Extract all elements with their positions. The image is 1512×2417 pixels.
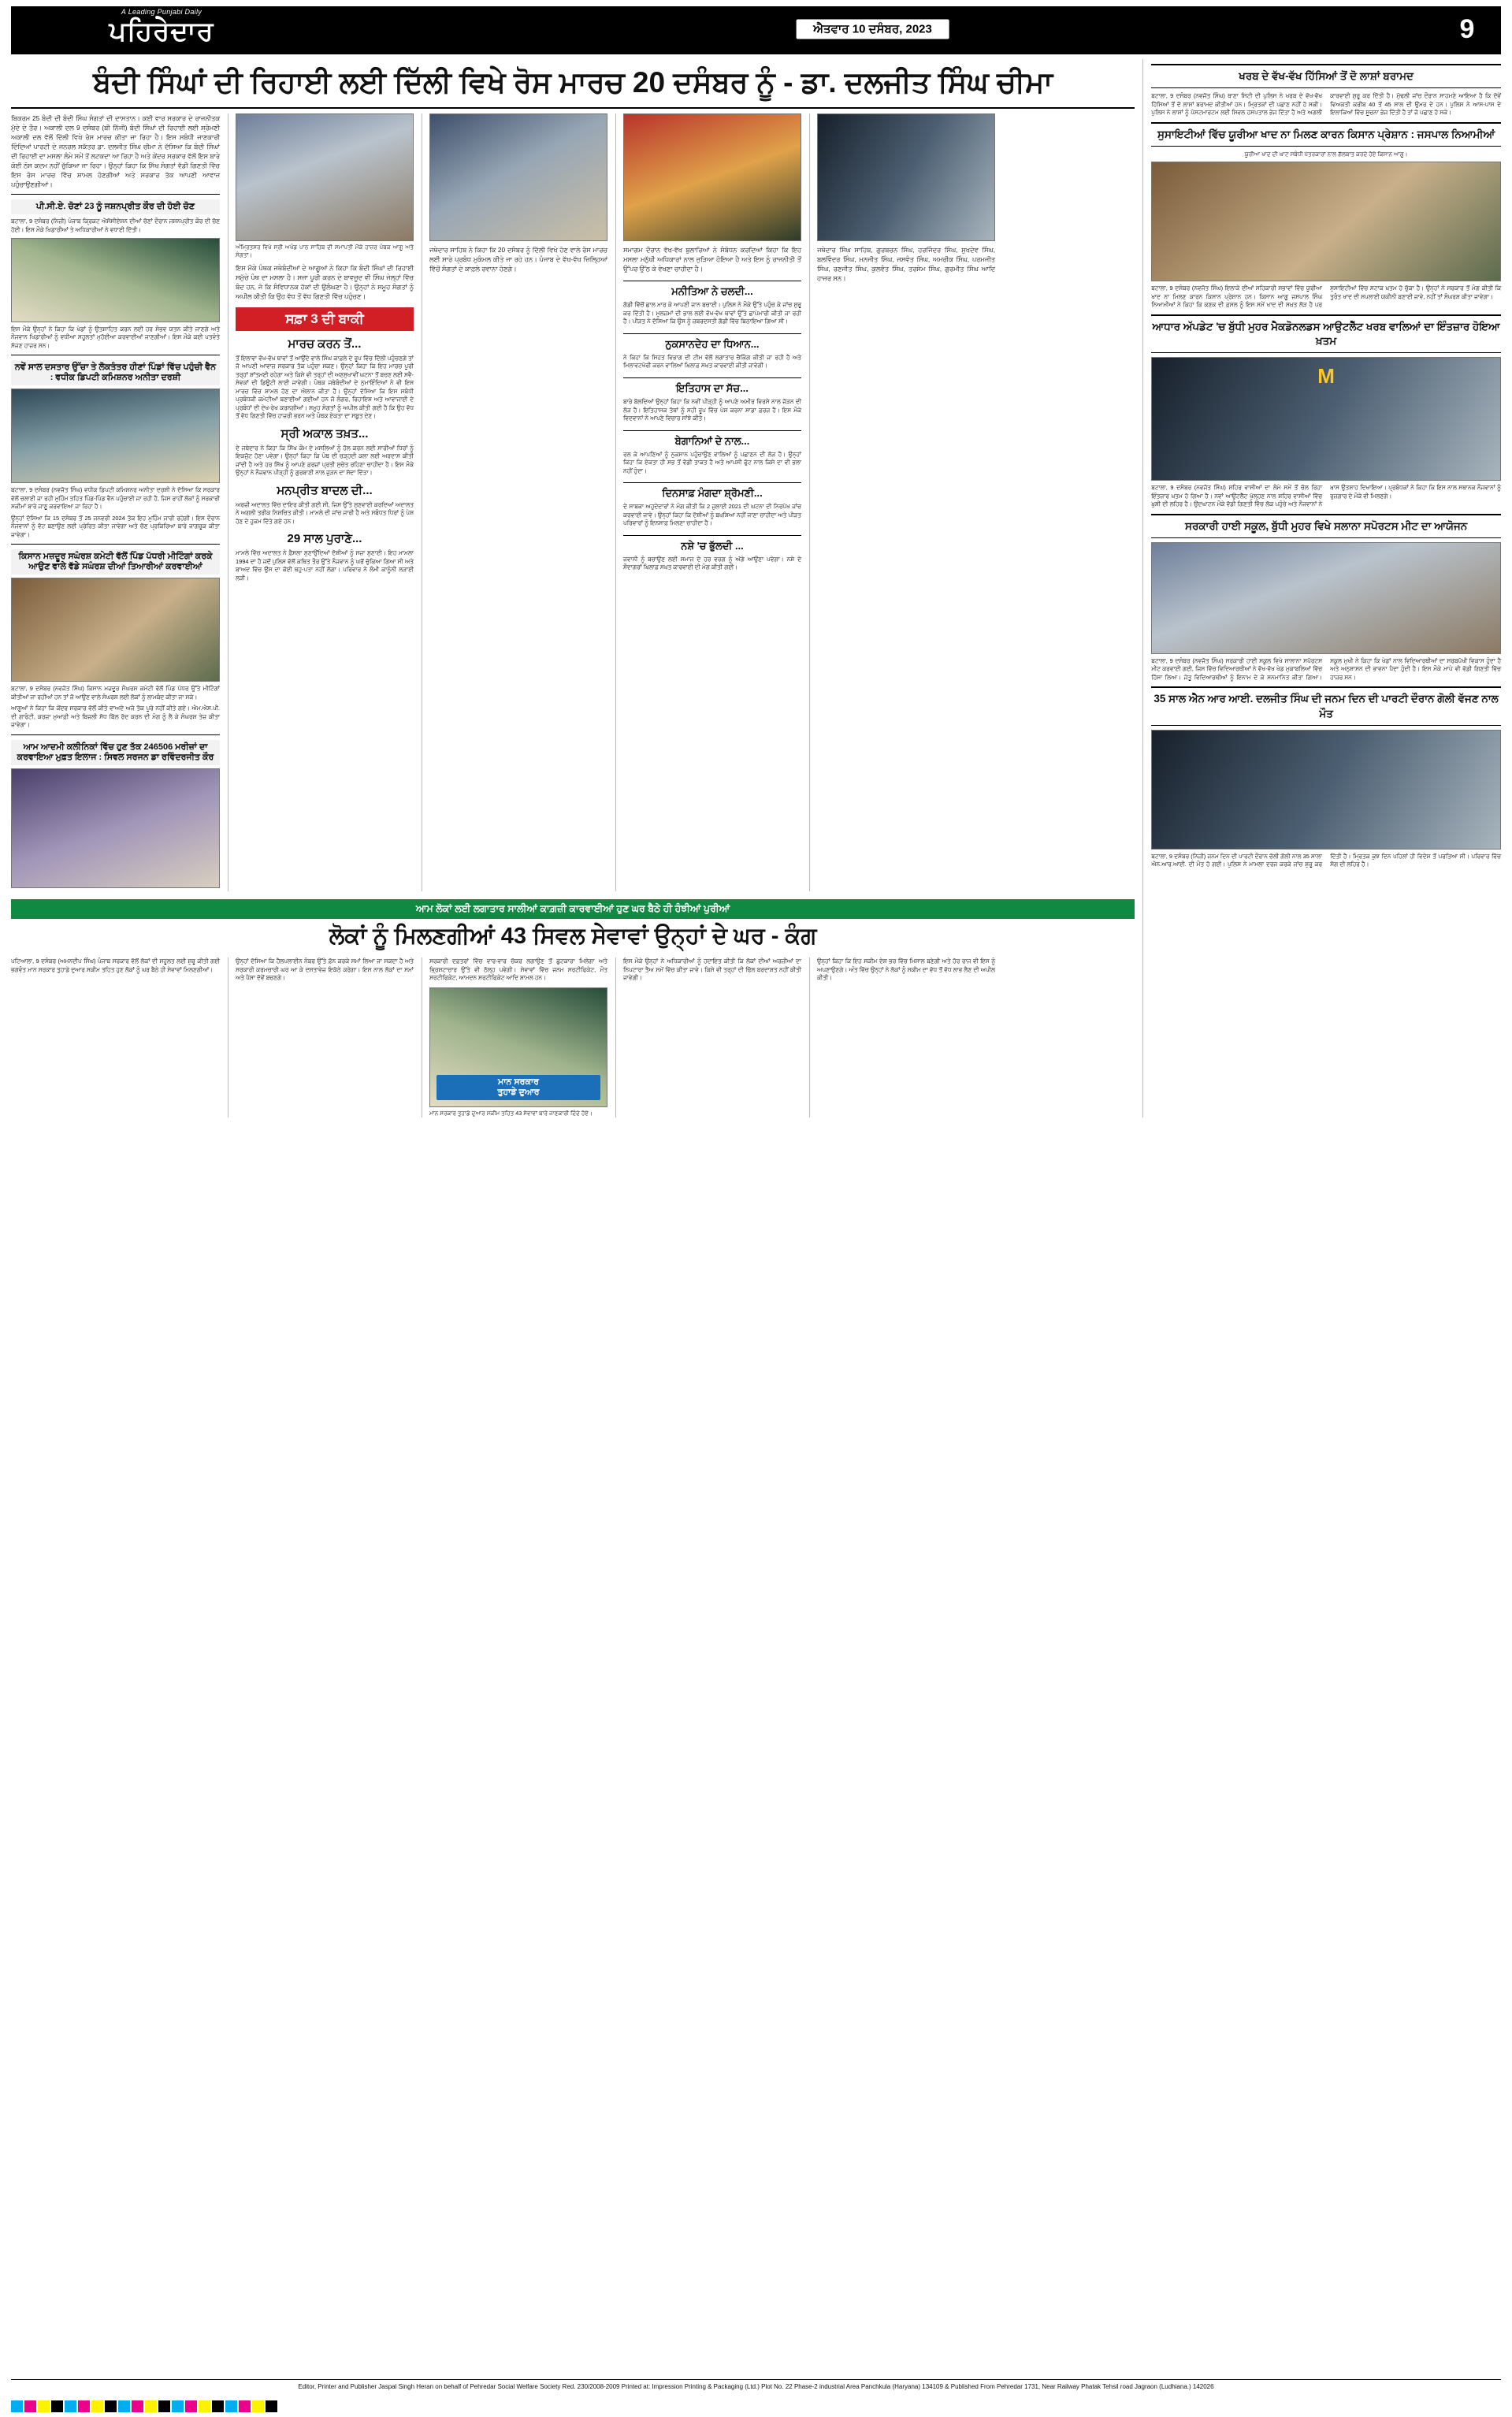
- bottom-text-1: ਪਟਿਆਲਾ, 9 ਦਸੰਬਰ (ਅਮਨਦੀਪ ਸਿੰਘ) ਪੰਜਾਬ ਸਰਕਾਰ ਵੱਲੋਂ ਲੋਕਾਂ ਦੀ ਸਹੂਲਤ ਲਈ ਸ਼ੁਰੂ ਕੀਤੀ ਗਈ ਭਗਵੰਤ ਮਾਨ ਸਰਕਾਰ ਤੁਹਾਡੇ ਦੁਆਰ ਸਕੀਮ ਤਹਿਤ ਹੁਣ ਲੋਕਾਂ ਨੂੰ ਘਰ ਬੈਠੇ ਹੀ ਸੇਵਾਵਾਂ ਮਿਲਣਗੀਆਂ।: [11, 958, 220, 973]
- footer-imprint: Editor, Printer and Publisher Jaspal Singh Heran on behalf of Pehredar Social Welfare Society Red. 230/2008-2009 Printed at: Impression Printing & Packaging (Ltd.) Plot No. 22 Phase-2 industrial Area Panchkula (Haryana) 134109 & Published From Pehredar 1731, Near Railway Phatak Tehsil road Jagraon (Ludhiana.) 142026: [11, 2379, 1501, 2390]
- subhead-insaf: ਦਿਨਸਾਫ਼ ਮੰਗਦਾ ਸ਼੍ਰੋਮਣੀ...: [623, 482, 801, 500]
- subhead-begane: ਬੇਗਾਨਿਆਂ ਦੇ ਨਾਲ...: [623, 430, 801, 448]
- column-5: [809, 113, 995, 891]
- van-text-1: ਬਟਾਲਾ, 9 ਦਸੰਬਰ (ਨਵਜੋਤ ਸਿੰਘ) ਵਧੀਕ ਡਿਪਟੀ ਕਮਿਸ਼ਨਰ ਅਨੀਤਾ ਦਰਸ਼ੀ ਨੇ ਦੱਸਿਆ ਕਿ ਸਰਕਾਰ ਵੱਲੋਂ ਚਲਾਈ ਜਾ ਰਹੀ ਮੁਹਿੰਮ ਤਹਿਤ ਪਿੰਡ-ਪਿੰਡ ਵੈਨ ਪਹੁੰਚਾਈ ਜਾ ਰਹੀ ਹੈ, ਜਿਸ ਰਾਹੀਂ ਲੋਕਾਂ ਨੂੰ ਸਰਕਾਰੀ ਸਕੀਮਾਂ ਬਾਰੇ ਜਾਣੂ ਕਰਵਾਇਆ ਜਾ ਰਿਹਾ ਹੈ।: [11, 486, 220, 511]
- subhead-history: ਇਤਿਹਾਸ ਦਾ ਸੱਚ...: [623, 377, 801, 395]
- text-29-years: ਮਾਮਲੇ ਵਿੱਚ ਅਦਾਲਤ ਨੇ ਫ਼ੈਸਲਾ ਸੁਣਾਉਂਦਿਆਂ ਦੋਸ਼ੀਆਂ ਨੂੰ ਸਜ਼ਾ ਸੁਣਾਈ। ਇਹ ਮਾਮਲਾ 1994 ਦਾ ਹੈ ਜਦੋਂ ਪੁਲਿਸ ਵੱਲੋਂ ਕਥਿਤ ਤੌਰ ਉੱਤੇ ਨੌਜਵਾਨ ਨੂੰ ਘਰੋਂ ਚੁੱਕਿਆ ਗਿਆ ਸੀ ਅਤੇ ਬਾਅਦ ਵਿੱਚ ਉਸ ਦਾ ਕੋਈ ਥਹੁ-ਪਤਾ ਨਹੀਂ ਲੱਗਾ। ਪਰਿਵਾਰ ਨੇ ਲੰਮੀ ਕਾਨੂੰਨੀ ਲੜਾਈ ਲੜੀ।: [236, 549, 414, 582]
- right-text-1: ਬਟਾਲਾ, 9 ਦਸੰਬਰ (ਨਵਜੋਤ ਸਿੰਘ) ਥਾਣਾ ਸਿਟੀ ਦੀ ਪੁਲਿਸ ਨੇ ਖਰਬ ਦੇ ਵੱਖ-ਵੱਖ ਹਿੱਸਿਆਂ ਤੋਂ ਦੋ ਲਾਸ਼ਾਂ ਬਰਾਮਦ ਕੀਤੀਆਂ ਹਨ। ਮ੍ਰਿਤਕਾਂ ਦੀ ਪਛਾਣ ਨਹੀਂ ਹੋ ਸਕੀ। ਪੁਲਿਸ ਨੇ ਲਾਸ਼ਾਂ ਨੂੰ ਪੋਸਟਮਾਰਟਮ ਲਈ ਸਿਵਲ ਹਸਪਤਾਲ ਭੇਜ ਦਿੱਤਾ ਹੈ ਅਤੇ ਅਗਲੀ ਕਾਰਵਾਈ ਸ਼ੁਰੂ ਕਰ ਦਿੱਤੀ ਹੈ। ਮੁੱਢਲੀ ਜਾਂਚ ਦੌਰਾਨ ਸਾਹਮਣੇ ਆਇਆ ਹੈ ਕਿ ਦੋਵੇਂ ਵਿਅਕਤੀ ਕਰੀਬ 40 ਤੋਂ 45 ਸਾਲ ਦੀ ਉਮਰ ਦੇ ਹਨ। ਪੁਲਿਸ ਨੇ ਆਸ-ਪਾਸ ਦੇ ਇਲਾਕਿਆਂ ਵਿੱਚ ਸੂਚਨਾ ਭੇਜ ਦਿੱਤੀ ਹੈ ਤਾਂ ਜੋ ਪਛਾਣ ਹੋ ਸਕੇ।: [1151, 92, 1501, 117]
- photo-van: [11, 389, 220, 483]
- lead-col2-text: ਇਸ ਮੌਕੇ ਪੰਥਕ ਜਥੇਬੰਦੀਆਂ ਦੇ ਆਗੂਆਂ ਨੇ ਕਿਹਾ ਕਿ ਬੰਦੀ ਸਿੰਘਾਂ ਦੀ ਰਿਹਾਈ ਸਮੁੱਚੇ ਪੰਥ ਦਾ ਮਸਲਾ ਹੈ। ਸਜ਼ਾ ਪੂਰੀ ਕਰਨ ਦੇ ਬਾਵਜੂਦ ਵੀ ਸਿੰਘ ਜੇਲ੍ਹਾਂ ਵਿੱਚ ਬੰਦ ਹਨ, ਜੋ ਕਿ ਸੰਵਿਧਾਨਕ ਹੱਕਾਂ ਦੀ ਉਲੰਘਣਾ ਹੈ। ਉਨ੍ਹਾਂ ਨੇ ਸਮੂਹ ਸੰਗਤਾਂ ਨੂੰ ਅਪੀਲ ਕੀਤੀ ਕਿ ਉਹ ਵੱਧ ਤੋਂ ਵੱਧ ਗਿਣਤੀ ਵਿੱਚ ਪਹੁੰਚਣ।: [236, 263, 414, 300]
- bottom-text-3: ਸਰਕਾਰੀ ਦਫ਼ਤਰਾਂ ਵਿੱਚ ਵਾਰ-ਵਾਰ ਚੱਕਰ ਲਗਾਉਣ ਤੋਂ ਛੁਟਕਾਰਾ ਮਿਲੇਗਾ ਅਤੇ ਭ੍ਰਿਸ਼ਟਾਚਾਰ ਉੱਤੇ ਵੀ ਠੱਲ੍ਹ ਪਵੇਗੀ। ਸੇਵਾਵਾਂ ਵਿੱਚ ਜਨਮ ਸਰਟੀਫਿਕੇਟ, ਮੌਤ ਸਰਟੀਫਿਕੇਟ, ਆਮਦਨ ਸਰਟੀਫਿਕੇਟ ਆਦਿ ਸ਼ਾਮਲ ਹਨ।: [429, 958, 607, 982]
- bottom-columns: [11, 958, 1135, 1117]
- bottom-col-1: [11, 958, 220, 1117]
- photo-scheme: [429, 987, 607, 1107]
- kisan-headline: ਕਿਸਾਨ ਮਜ਼ਦੂਰ ਸਘੰਰਸ਼ ਕਮੇਟੀ ਵੱਲੋਂ ਪਿੰਡ ਪੱਧਰੀ ਮੀਟਿੰਗਾਂ ਕਰਕੇ ਆਉਣ ਵਾਲੇ ਵੱਡੇ ਸਘੰਰਸ਼ ਦੀਆਂ ਤਿਆਰੀਆਂ ਕਰਵਾਈਆਂ: [11, 549, 220, 575]
- bottom-text-5: ਉਨ੍ਹਾਂ ਕਿਹਾ ਕਿ ਇਹ ਸਕੀਮ ਦੇਸ਼ ਭਰ ਵਿੱਚ ਮਿਸਾਲ ਬਣੇਗੀ ਅਤੇ ਹੋਰ ਰਾਜ ਵੀ ਇਸ ਨੂੰ ਅਪਣਾਉਣਗੇ। ਅੰਤ ਵਿੱਚ ਉਨ੍ਹਾਂ ਨੇ ਲੋਕਾਂ ਨੂੰ ਸਕੀਮ ਦਾ ਵੱਧ ਤੋਂ ਵੱਧ ਲਾਭ ਲੈਣ ਦੀ ਅਪੀਲ ਕੀਤੀ।: [817, 958, 995, 982]
- continued-bar: ਸਫ਼ਾ 3 ਦੀ ਬਾਕੀ: [236, 307, 414, 331]
- column-1: [11, 113, 220, 891]
- main-left-area: [11, 59, 1135, 1117]
- pca-headline: ਪੀ.ਸੀ.ਏ. ਚੋਣਾਂ 23 ਨੂੰ ਜਸ਼ਨਪ੍ਰੀਤ ਕੌਰ ਦੀ ਹੋਈ ਚੋਣ: [11, 199, 220, 214]
- subhead-maniti: ਮਨੀਤਿਆ ਨੇ ਚਲਦੀ...: [623, 281, 801, 298]
- kisan-text-1: ਬਟਾਲਾ, 9 ਦਸੰਬਰ (ਨਵਜੋਤ ਸਿੰਘ) ਕਿਸਾਨ ਮਜ਼ਦੂਰ ਸੰਘਰਸ਼ ਕਮੇਟੀ ਵੱਲੋਂ ਪਿੰਡ ਪੱਧਰ ਉੱਤੇ ਮੀਟਿੰਗਾਂ ਕੀਤੀਆਂ ਜਾ ਰਹੀਆਂ ਹਨ ਤਾਂ ਜੋ ਆਉਣ ਵਾਲੇ ਸੰਘਰਸ਼ ਲਈ ਲੋਕਾਂ ਨੂੰ ਲਾਮਬੰਦ ਕੀਤਾ ਜਾ ਸਕੇ।: [11, 685, 220, 701]
- newspaper-page: [0, 6, 1512, 2417]
- right-caption-2: ਯੂਰੀਆ ਖਾਦ ਦੀ ਘਾਟ ਸਬੰਧੀ ਪੱਤਰਕਾਰਾਂ ਨਾਲ ਗੱਲਬਾਤ ਕਰਦੇ ਹੋਏ ਕਿਸਾਨ ਆਗੂ।: [1244, 150, 1408, 158]
- photo-urea: [1151, 162, 1501, 281]
- bottom-col-3: [422, 958, 607, 1117]
- lead-col4-text: ਸਮਾਗਮ ਦੌਰਾਨ ਵੱਖ-ਵੱਖ ਬੁਲਾਰਿਆਂ ਨੇ ਸੰਬੋਧਨ ਕਰਦਿਆਂ ਕਿਹਾ ਕਿ ਇਹ ਮਸਲਾ ਮਨੁੱਖੀ ਅਧਿਕਾਰਾਂ ਨਾਲ ਜੁੜਿਆ ਹੋਇਆ ਹੈ ਅਤੇ ਇਸ ਨੂੰ ਰਾਜਨੀਤੀ ਤੋਂ ਉੱਪਰ ਉੱਠ ਕੇ ਵੇਖਣਾ ਚਾਹੀਦਾ ਹੈ।: [623, 246, 801, 273]
- bottom-text-4: ਇਸ ਮੌਕੇ ਉਨ੍ਹਾਂ ਨੇ ਅਧਿਕਾਰੀਆਂ ਨੂੰ ਹਦਾਇਤ ਕੀਤੀ ਕਿ ਲੋਕਾਂ ਦੀਆਂ ਅਰਜ਼ੀਆਂ ਦਾ ਨਿਪਟਾਰਾ ਤੈਅ ਸਮੇਂ ਵਿੱਚ ਕੀਤਾ ਜਾਵੇ। ਕਿਸੇ ਵੀ ਤਰ੍ਹਾਂ ਦੀ ਢਿੱਲ ਬਰਦਾਸ਼ਤ ਨਹੀਂ ਕੀਤੀ ਜਾਵੇਗੀ।: [623, 958, 801, 982]
- photo-nri: [1151, 730, 1501, 850]
- lead-col5-text: ਜਥੇਦਾਰ ਸਿੰਘ ਸਾਹਿਬ, ਗੁਰਬਚਨ ਸਿੰਘ, ਹਰਜਿੰਦਰ ਸਿੰਘ, ਸੁਖਦੇਵ ਸਿੰਘ, ਬਲਵਿੰਦਰ ਸਿੰਘ, ਮਨਜੀਤ ਸਿੰਘ, ਜਸਵੰਤ ਸਿੰਘ, ਅਮਰੀਕ ਸਿੰਘ, ਪਰਮਜੀਤ ਸਿੰਘ, ਰਣਜੀਤ ਸਿੰਘ, ਕੁਲਵੰਤ ਸਿੰਘ, ਤਰਸੇਮ ਸਿੰਘ, ਗੁਰਮੀਤ ਸਿੰਘ ਆਦਿ ਹਾਜ਼ਰ ਸਨ।: [817, 246, 995, 283]
- green-strip: ਆਮ ਲੋਕਾਂ ਲਈ ਲਗਾਤਾਰ ਸਾਲੀਆਂ ਕਾਗ਼ਜ਼ੀ ਕਾਰਵਾਈਆਂ ਹੁਣ ਘਰ ਬੈਠੇ ਹੀ ਹੰਝੀਆਂ ਪੁਰੀਆਂ: [11, 899, 1135, 919]
- masthead-tagline: A Leading Punjabi Daily: [121, 8, 202, 16]
- banner-line-2: ਤੁਹਾਡੇ ਦੁਆਰ: [497, 1087, 540, 1097]
- pca-text-1: ਬਟਾਲਾ, 9 ਦਸੰਬਰ (ਨਿਜ਼ੀ) ਪੰਜਾਬ ਕ੍ਰਿਕਟ ਐਸੋਸੀਏਸ਼ਨ ਦੀਆਂ ਚੋਣਾਂ ਦੌਰਾਨ ਜਸ਼ਨਪ੍ਰੀਤ ਕੌਰ ਦੀ ਚੋਣ ਹੋਈ। ਇਸ ਮੌਕੇ ਖਿਡਾਰੀਆਂ ਤੇ ਅਧਿਕਾਰੀਆਂ ਨੇ ਵਧਾਈ ਦਿੱਤੀ।: [11, 218, 220, 233]
- page-number: 9: [1433, 6, 1501, 52]
- photo-lead-1-caption: ਅੰਮ੍ਰਿਤਸਰ ਵਿਖੇ ਸ੍ਰੀ ਅਖੰਡ ਪਾਠ ਸਾਹਿਬ ਦੀ ਸਮਾਪਤੀ ਮੌਕੇ ਹਾਜ਼ਰ ਪੰਥਕ ਆਗੂ ਅਤੇ ਸੰਗਤਾਂ।: [236, 244, 414, 259]
- right-column: [1142, 59, 1501, 1117]
- page-body: [11, 59, 1501, 1117]
- mcdonalds-arches-icon: M: [1317, 364, 1335, 389]
- divider: [11, 544, 220, 545]
- divider: [11, 734, 220, 735]
- photo-lead-2: [429, 113, 607, 241]
- column-4: [615, 113, 801, 891]
- divider: [11, 194, 220, 195]
- right-text-5: ਬਟਾਲਾ, 9 ਦਸੰਬਰ (ਨਿਜ਼ੀ) ਜਨਮ ਦਿਨ ਦੀ ਪਾਰਟੀ ਦੌਰਾਨ ਚੱਲੀ ਗੋਲੀ ਨਾਲ 35 ਸਾਲਾ ਐਨ.ਆਰ.ਆਈ. ਦੀ ਮੌਤ ਹੋ ਗਈ। ਪੁਲਿਸ ਨੇ ਮਾਮਲਾ ਦਰਜ ਕਰਕੇ ਜਾਂਚ ਸ਼ੁਰੂ ਕਰ ਦਿੱਤੀ ਹੈ। ਮ੍ਰਿਤਕ ਕੁਝ ਦਿਨ ਪਹਿਲਾਂ ਹੀ ਵਿਦੇਸ਼ ਤੋਂ ਪਰਤਿਆ ਸੀ। ਪਰਿਵਾਰ ਵਿੱਚ ਸੋਗ ਦੀ ਲਹਿਰ ਹੈ।: [1151, 852, 1501, 868]
- text-maniti: ਗੱਡੀ ਵਿੱਚੋਂ ਛਾਲ ਮਾਰ ਕੇ ਆਪਣੀ ਜਾਨ ਬਚਾਈ। ਪੁਲਿਸ ਨੇ ਮੌਕੇ ਉੱਤੇ ਪਹੁੰਚ ਕੇ ਜਾਂਚ ਸ਼ੁਰੂ ਕਰ ਦਿੱਤੀ ਹੈ। ਮੁਲਜ਼ਮਾਂ ਦੀ ਭਾਲ ਲਈ ਵੱਖ-ਵੱਖ ਥਾਵਾਂ ਉੱਤੇ ਛਾਪੇਮਾਰੀ ਕੀਤੀ ਜਾ ਰਹੀ ਹੈ। ਪੀੜਤ ਨੇ ਦੱਸਿਆ ਕਿ ਉਸ ਨੂੰ ਜ਼ਬਰਦਸਤੀ ਗੱਡੀ ਵਿੱਚ ਬਿਠਾਇਆ ਗਿਆ ਸੀ।: [623, 301, 801, 325]
- right-text-2: ਬਟਾਲਾ, 9 ਦਸੰਬਰ (ਨਵਜੋਤ ਸਿੰਘ) ਇਲਾਕੇ ਦੀਆਂ ਸਹਿਕਾਰੀ ਸਭਾਵਾਂ ਵਿੱਚ ਯੂਰੀਆ ਖਾਦ ਨਾ ਮਿਲਣ ਕਾਰਨ ਕਿਸਾਨ ਪ੍ਰੇਸ਼ਾਨ ਹਨ। ਕਿਸਾਨ ਆਗੂ ਜਸਪਾਲ ਸਿੰਘ ਨਿਆਮੀਆਂ ਨੇ ਕਿਹਾ ਕਿ ਕਣਕ ਦੀ ਫ਼ਸਲ ਨੂੰ ਇਸ ਸਮੇਂ ਖਾਦ ਦੀ ਸਖ਼ਤ ਲੋੜ ਹੈ ਪਰ ਸੁਸਾਇਟੀਆਂ ਵਿੱਚ ਸਟਾਕ ਖ਼ਤਮ ਹੋ ਚੁੱਕਾ ਹੈ। ਉਨ੍ਹਾਂ ਨੇ ਸਰਕਾਰ ਤੋਂ ਮੰਗ ਕੀਤੀ ਕਿ ਤੁਰੰਤ ਖਾਦ ਦੀ ਸਪਲਾਈ ਯਕੀਨੀ ਬਣਾਈ ਜਾਵੇ, ਨਹੀਂ ਤਾਂ ਸੰਘਰਸ਼ ਕੀਤਾ ਜਾਵੇਗਾ।: [1151, 284, 1501, 309]
- column-2: [228, 113, 414, 891]
- masthead-date-block: [312, 6, 1433, 52]
- subhead-manpreet: ਮਨਪ੍ਰੀਤ ਬਾਦਲ ਦੀ...: [277, 483, 373, 497]
- photo-sports-meet: [1151, 542, 1501, 654]
- text-history: ਬਾਰੇ ਬੋਲਦਿਆਂ ਉਨ੍ਹਾਂ ਕਿਹਾ ਕਿ ਨਵੀਂ ਪੀੜ੍ਹੀ ਨੂੰ ਆਪਣੇ ਅਮੀਰ ਵਿਰਸੇ ਨਾਲ ਜੋੜਨ ਦੀ ਲੋੜ ਹੈ। ਇਤਿਹਾਸਕ ਤੱਥਾਂ ਨੂੰ ਸਹੀ ਰੂਪ ਵਿੱਚ ਪੇਸ਼ ਕਰਨਾ ਸਾਡਾ ਫ਼ਰਜ਼ ਹੈ। ਇਸ ਮੌਕੇ ਵਿਦਵਾਨਾਂ ਨੇ ਆਪਣੇ ਵਿਚਾਰ ਸਾਂਝੇ ਕੀਤੇ।: [623, 397, 801, 422]
- subhead-nashe: ਨਸ਼ੇ 'ਚ ਭੁੱਲਦੀ ...: [623, 535, 801, 552]
- van-text-2: ਉਨ੍ਹਾਂ ਦੱਸਿਆ ਕਿ 15 ਦਸੰਬਰ ਤੋਂ 25 ਜਨਵਰੀ 2024 ਤੱਕ ਇਹ ਮੁਹਿੰਮ ਜਾਰੀ ਰਹੇਗੀ। ਇਸ ਦੌਰਾਨ ਨੌਜਵਾਨਾਂ ਨੂੰ ਵੋਟ ਬਣਾਉਣ ਲਈ ਪ੍ਰੇਰਿਤ ਕੀਤਾ ਜਾਵੇਗਾ ਅਤੇ ਚੋਣ ਪ੍ਰਕਿਰਿਆ ਬਾਰੇ ਜਾਗਰੂਕ ਕੀਤਾ ਜਾਵੇਗਾ।: [11, 514, 220, 538]
- photo-pca: [11, 238, 220, 322]
- bottom-col-4: [615, 958, 801, 1117]
- bottom-col-2: [228, 958, 414, 1117]
- subhead-attention: ਨੁਕਸਾਨਦੇਹ ਦਾ ਧਿਆਨ...: [623, 333, 801, 351]
- text-insaf: ਦੇ ਸਾਬਕਾ ਅਹੁਦੇਦਾਰਾਂ ਨੇ ਮੰਗ ਕੀਤੀ ਕਿ 2 ਜੁਲਾਈ 2021 ਦੀ ਘਟਨਾ ਦੀ ਨਿਰਪੱਖ ਜਾਂਚ ਕਰਵਾਈ ਜਾਵੇ। ਉਨ੍ਹਾਂ ਕਿਹਾ ਕਿ ਦੋਸ਼ੀਆਂ ਨੂੰ ਬਖ਼ਸ਼ਿਆ ਨਹੀਂ ਜਾਣਾ ਚਾਹੀਦਾ ਅਤੇ ਪੀੜਤ ਪਰਿਵਾਰਾਂ ਨੂੰ ਇਨਸਾਫ਼ ਮਿਲਣਾ ਚਾਹੀਦਾ ਹੈ।: [623, 503, 801, 527]
- right-headline-1: ਖਰਬ ਦੇ ਵੱਖ-ਵੱਖ ਹਿੱਸਿਆਂ ਤੋਂ ਦੋ ਲਾਸ਼ਾਂ ਬਰਾਮਦ: [1151, 64, 1501, 88]
- text-attention: ਨੇ ਕਿਹਾ ਕਿ ਸਿਹਤ ਵਿਭਾਗ ਦੀ ਟੀਮ ਵੱਲੋਂ ਲਗਾਤਾਰ ਚੈਕਿੰਗ ਕੀਤੀ ਜਾ ਰਹੀ ਹੈ ਅਤੇ ਮਿਲਾਵਟਖੋਰੀ ਕਰਨ ਵਾਲਿਆਂ ਖ਼ਿਲਾਫ਼ ਸਖ਼ਤ ਕਾਰਵਾਈ ਕੀਤੀ ਜਾਵੇਗੀ।: [623, 353, 801, 370]
- right-headline-4: ਸਰਕਾਰੀ ਹਾਈ ਸਕੂਲ, ਬੁੱਧੀ ਮੁਹਰ ਵਿਖੇ ਸਲਾਨਾ ਸਪੋਰਟਸ ਮੀਟ ਦਾ ਆਯੋਜਨ: [1151, 514, 1501, 538]
- photo-lead-1: [236, 113, 414, 241]
- banner-line-1: ਮਾਨ ਸਰਕਾਰ: [498, 1076, 539, 1087]
- lead-col1-text: ਬਿਕਰਮ 25 ਬੰਦੀ ਦੀ ਬੰਦੀ ਸਿੰਘ ਸੰਗਤਾਂ ਦੀ ਦਾਸਤਾਨ। ਕਈ ਵਾਰ ਸਰਕਾਰ ਦੇ ਰਾਜਨੀਤਕ ਮੁੱਦੇ ਦੇ ਤੌਰ। ਅਕਾਲੀ ਦਲ 9 ਦਸੰਬਰ (ਬੀ ਨਿੱਜੀ) ਬੰਦੀ ਸਿੰਘਾਂ ਦੀ ਰਿਹਾਈ ਲਈ ਸ਼੍ਰੋਮਣੀ ਅਕਾਲੀ ਦਲ ਵੱਲੋਂ ਦਿੱਲੀ ਵਿਖੇ ਰੋਸ ਮਾਰਚ ਕੀਤਾ ਜਾ ਰਿਹਾ ਹੈ। ਇਸ ਸਬੰਧੀ ਜਾਣਕਾਰੀ ਦਿੰਦਿਆਂ ਪਾਰਟੀ ਦੇ ਜਨਰਲ ਸਕੱਤਰ ਡਾ. ਦਲਜੀਤ ਸਿੰਘ ਚੀਮਾ ਨੇ ਦੱਸਿਆ ਕਿ ਬੰਦੀ ਸਿੰਘਾਂ ਦੀ ਰਿਹਾਈ ਦਾ ਮਸਲਾ ਲੰਮੇ ਸਮੇਂ ਤੋਂ ਲਟਕਦਾ ਆ ਰਿਹਾ ਹੈ ਅਤੇ ਕੇਂਦਰ ਸਰਕਾਰ ਵੱਲੋਂ ਇਸ ਬਾਰੇ ਕੋਈ ਠੋਸ ਕਦਮ ਨਹੀਂ ਚੁੱਕਿਆ ਜਾ ਰਿਹਾ। ਉਨ੍ਹਾਂ ਕਿਹਾ ਕਿ ਸਿੱਖ ਸੰਗਤਾਂ ਵੱਡੀ ਗਿਣਤੀ ਵਿੱਚ ਇਸ ਰੋਸ ਮਾਰਚ ਵਿੱਚ ਸ਼ਾਮਲ ਹੋਣਗੀਆਂ ਅਤੇ ਸਰਕਾਰ ਤੱਕ ਆਪਣੀ ਆਵਾਜ਼ ਪਹੁੰਚਾਉਣਗੀਆਂ।: [11, 114, 220, 189]
- subhead-march: ਮਾਰਚ ਕਰਨ ਤੋਂ...: [288, 337, 362, 351]
- masthead-brand: ਪਹਿਰੇਦਾਰ: [109, 17, 214, 46]
- masthead-date: ਐਤਵਾਰ 10 ਦਸੰਬਰ, 2023: [796, 20, 949, 39]
- masthead: [11, 6, 1501, 54]
- lead-col3-text: ਜਥੇਦਾਰ ਸਾਹਿਬ ਨੇ ਕਿਹਾ ਕਿ 20 ਦਸੰਬਰ ਨੂੰ ਦਿੱਲੀ ਵਿਖੇ ਹੋਣ ਵਾਲੇ ਰੋਸ ਮਾਰਚ ਲਈ ਸਾਰੇ ਪ੍ਰਬੰਧ ਮੁਕੰਮਲ ਕੀਤੇ ਜਾ ਰਹੇ ਹਨ। ਪੰਜਾਬ ਦੇ ਵੱਖ-ਵੱਖ ਜ਼ਿਲ੍ਹਿਆਂ ਵਿੱਚੋਂ ਸੰਗਤਾਂ ਦੇ ਕਾਫ਼ਲੇ ਰਵਾਨਾ ਹੋਣਗੇ।: [429, 246, 607, 273]
- text-march: ਤੋਂ ਇਲਾਵਾ ਵੱਖ-ਵੱਖ ਥਾਵਾਂ ਤੋਂ ਆਉਂਦੇ ਵਾਲੇ ਸਿੰਘ ਕਾਫ਼ਲੇ ਦੇ ਰੂਪ ਵਿੱਚ ਦਿੱਲੀ ਪਹੁੰਚਣਗੇ ਤਾਂ ਜੋ ਆਪਣੀ ਆਵਾਜ਼ ਸਰਕਾਰ ਤੱਕ ਪਹੁੰਚਾ ਸਕਣ। ਉਨ੍ਹਾਂ ਕਿਹਾ ਕਿ ਇਹ ਮਾਰਚ ਪੂਰੀ ਤਰ੍ਹਾਂ ਸ਼ਾਂਤਮਈ ਰਹੇਗਾ ਅਤੇ ਕਿਸੇ ਵੀ ਤਰ੍ਹਾਂ ਦੀ ਅਣਸੁਖਾਵੀਂ ਘਟਨਾ ਤੋਂ ਬਚਣ ਲਈ ਸਵੈ-ਸੇਵਕਾਂ ਦੀ ਡਿਊਟੀ ਲਾਈ ਜਾਵੇਗੀ। ਪੰਥਕ ਜਥੇਬੰਦੀਆਂ ਦੇ ਨੁਮਾਇੰਦਿਆਂ ਨੇ ਵੀ ਇਸ ਮਾਰਚ ਵਿੱਚ ਸ਼ਾਮਲ ਹੋਣ ਦਾ ਐਲਾਨ ਕੀਤਾ ਹੈ। ਉਨ੍ਹਾਂ ਦੱਸਿਆ ਕਿ ਇਸ ਸਬੰਧੀ ਪ੍ਰਬੰਧਕੀ ਕਮੇਟੀਆਂ ਬਣਾਈਆਂ ਗਈਆਂ ਹਨ ਜੋ ਲੰਗਰ, ਰਿਹਾਇਸ਼ ਅਤੇ ਆਵਾਜਾਈ ਦੇ ਪ੍ਰਬੰਧਾਂ ਦੀ ਦੇਖ-ਰੇਖ ਕਰਨਗੀਆਂ। ਸਮੂਹ ਸੰਗਤਾਂ ਨੂੰ ਅਪੀਲ ਕੀਤੀ ਗਈ ਹੈ ਕਿ ਉਹ ਵੱਧ ਤੋਂ ਵੱਧ ਗਿਣਤੀ ਵਿੱਚ ਹਾਜ਼ਰੀ ਭਰਨ ਅਤੇ ਪੰਥਕ ਏਕਤਾ ਦਾ ਸਬੂਤ ਦੇਣ।: [236, 354, 414, 420]
- bottom-col-5: [809, 958, 995, 1117]
- column-3: [422, 113, 607, 891]
- photo-clinic: [11, 768, 220, 888]
- right-headline-3: ਆਧਾਰ ਅੱਪਡੇਟ 'ਚ ਬੁੱਧੀ ਮੁਹਰ ਮੈਕਡੋਨਲਡਸ ਆਉਟਲੈੱਟ ਖਰਬ ਵਾਲਿਆਂ ਦਾ ਇੰਤਜ਼ਾਰ ਹੋਇਆ ਖ਼ਤਮ: [1151, 314, 1501, 353]
- van-headline: ਨਵੇਂ ਸਾਲ ਦਸਤਾਰ ਉੱਚਾ ਤੇ ਲੋਕਤੰਤਰ ਹੀਣਾਂ ਪਿੰਡਾਂ ਵਿੱਚ ਪਹੁੰਚੀ ਵੈਨ : ਵਧੀਕ ਡਿਪਟੀ ਕਮਿਸ਼ਨਰ ਅਨੀਤਾ ਦਰਸ਼ੀ: [11, 360, 220, 385]
- lead-headline: ਬੰਦੀ ਸਿੰਘਾਂ ਦੀ ਰਿਹਾਈ ਲਈ ਦਿੱਲੀ ਵਿਖੇ ਰੋਸ ਮਾਰਚ 20 ਦਸੰਬਰ ਨੂੰ - ਡਾ. ਦਲਜੀਤ ਸਿੰਘ ਚੀਮਾ: [11, 59, 1135, 109]
- right-headline-5: 35 ਸਾਲ ਐਨ ਆਰ ਆਈ. ਦਲਜੀਤ ਸਿੰਘ ਦੀ ਜਨਮ ਦਿਨ ਦੀ ਪਾਰਟੀ ਦੌਰਾਨ ਗੋਲੀ ਵੱਜਣ ਨਾਲ ਮੌਤ: [1151, 686, 1501, 725]
- bottom-text-2: ਉਨ੍ਹਾਂ ਦੱਸਿਆ ਕਿ ਹੈਲਪਲਾਈਨ ਨੰਬਰ ਉੱਤੇ ਫ਼ੋਨ ਕਰਕੇ ਸਮਾਂ ਲਿਆ ਜਾ ਸਕਦਾ ਹੈ ਅਤੇ ਸਰਕਾਰੀ ਕਰਮਚਾਰੀ ਘਰ ਆ ਕੇ ਦਸਤਾਵੇਜ਼ ਇਕੱਠੇ ਕਰੇਗਾ। ਇਸ ਨਾਲ ਲੋਕਾਂ ਦਾ ਸਮਾਂ ਅਤੇ ਪੈਸਾ ਦੋਵੇਂ ਬਚਣਗੇ।: [236, 958, 414, 982]
- text-akal-takht: ਦੇ ਜਥੇਦਾਰ ਨੇ ਕਿਹਾ ਕਿ ਸਿੱਖ ਕੌਮ ਦੇ ਮਸਲਿਆਂ ਨੂੰ ਹੱਲ ਕਰਨ ਲਈ ਸਾਰੀਆਂ ਧਿਰਾਂ ਨੂੰ ਇਕਜੁੱਟ ਹੋਣਾ ਪਵੇਗਾ। ਉਨ੍ਹਾਂ ਕਿਹਾ ਕਿ ਪੰਥ ਦੀ ਚੜ੍ਹਦੀ ਕਲਾ ਲਈ ਅਰਦਾਸ ਕੀਤੀ ਜਾਂਦੀ ਹੈ ਅਤੇ ਹਰ ਸਿੱਖ ਨੂੰ ਆਪਣੇ ਫ਼ਰਜ਼ਾਂ ਪ੍ਰਤੀ ਸੁਚੇਤ ਰਹਿਣਾ ਚਾਹੀਦਾ ਹੈ। ਇਸ ਮੌਕੇ ਉਨ੍ਹਾਂ ਨੇ ਨੌਜਵਾਨ ਪੀੜ੍ਹੀ ਨੂੰ ਗੁਰਬਾਣੀ ਨਾਲ ਜੁੜਨ ਦਾ ਸੱਦਾ ਦਿੱਤਾ।: [236, 444, 414, 477]
- text-manpreet: ਅਰਜ਼ੀ ਅਦਾਲਤ ਵਿੱਚ ਦਾਇਰ ਕੀਤੀ ਗਈ ਸੀ, ਜਿਸ ਉੱਤੇ ਸੁਣਵਾਈ ਕਰਦਿਆਂ ਅਦਾਲਤ ਨੇ ਅਗਲੀ ਤਰੀਕ ਨਿਸ਼ਚਿਤ ਕੀਤੀ। ਮਾਮਲੇ ਦੀ ਜਾਂਚ ਜਾਰੀ ਹੈ ਅਤੇ ਸਬੰਧਤ ਧਿਰਾਂ ਨੂੰ ਪੇਸ਼ ਹੋਣ ਦੇ ਹੁਕਮ ਦਿੱਤੇ ਗਏ ਹਨ।: [236, 500, 414, 525]
- kisan-text-2: ਆਗੂਆਂ ਨੇ ਕਿਹਾ ਕਿ ਕੇਂਦਰ ਸਰਕਾਰ ਵੱਲੋਂ ਕੀਤੇ ਵਾਅਦੇ ਅਜੇ ਤੱਕ ਪੂਰੇ ਨਹੀਂ ਕੀਤੇ ਗਏ। ਐਮ.ਐਸ.ਪੀ. ਦੀ ਗਾਰੰਟੀ, ਕਰਜ਼ਾ ਮੁਆਫ਼ੀ ਅਤੇ ਬਿਜਲੀ ਸੋਧ ਬਿੱਲ ਰੱਦ ਕਰਨ ਦੀ ਮੰਗ ਨੂੰ ਲੈ ਕੇ ਸੰਘਰਸ਼ ਤੇਜ਼ ਕੀਤਾ ਜਾਵੇਗਾ।: [11, 705, 220, 729]
- bottom-headline: ਲੋਕਾਂ ਨੂੰ ਮਿਲਣਗੀਆਂ 43 ਸਿਵਲ ਸੇਵਾਵਾਂ ਉਨ੍ਹਾਂ ਦੇ ਘਰ - ਕੰਗ: [329, 923, 817, 949]
- photo-lead-4: [817, 113, 995, 241]
- text-nashe: ਜਵਾਨੀ ਨੂੰ ਬਚਾਉਣ ਲਈ ਸਮਾਜ ਦੇ ਹਰ ਵਰਗ ਨੂੰ ਅੱਗੇ ਆਉਣਾ ਪਵੇਗਾ। ਨਸ਼ੇ ਦੇ ਸੌਦਾਗਰਾਂ ਖ਼ਿਲਾਫ਼ ਸਖ਼ਤ ਕਾਰਵਾਈ ਦੀ ਮੰਗ ਕੀਤੀ ਗਈ।: [623, 555, 801, 571]
- right-text-3: ਬਟਾਲਾ, 9 ਦਸੰਬਰ (ਨਵਜੋਤ ਸਿੰਘ) ਸ਼ਹਿਰ ਵਾਸੀਆਂ ਦਾ ਲੰਮੇ ਸਮੇਂ ਤੋਂ ਚੱਲ ਰਿਹਾ ਇੰਤਜ਼ਾਰ ਖ਼ਤਮ ਹੋ ਗਿਆ ਹੈ। ਨਵਾਂ ਆਉਟਲੈੱਟ ਖੁੱਲ੍ਹਣ ਨਾਲ ਸ਼ਹਿਰ ਵਾਸੀਆਂ ਵਿੱਚ ਖ਼ੁਸ਼ੀ ਦੀ ਲਹਿਰ ਹੈ। ਉਦਘਾਟਨ ਮੌਕੇ ਵੱਡੀ ਗਿਣਤੀ ਵਿੱਚ ਲੋਕ ਪਹੁੰਚੇ ਅਤੇ ਨੌਜਵਾਨਾਂ ਨੇ ਖ਼ਾਸ ਉਤਸ਼ਾਹ ਦਿਖਾਇਆ। ਪ੍ਰਬੰਧਕਾਂ ਨੇ ਕਿਹਾ ਕਿ ਇਸ ਨਾਲ ਸਥਾਨਕ ਨੌਜਵਾਨਾਂ ਨੂੰ ਰੁਜ਼ਗਾਰ ਦੇ ਮੌਕੇ ਵੀ ਮਿਲਣਗੇ।: [1151, 484, 1501, 508]
- photo-scheme-caption: ਮਾਨ ਸਰਕਾਰ ਤੁਹਾਡੇ ਦੁਆਰ ਸਕੀਮ ਤਹਿਤ 43 ਸੇਵਾਵਾਂ ਬਾਰੇ ਜਾਣਕਾਰੀ ਦਿੰਦੇ ਹੋਏ।: [429, 1109, 593, 1117]
- masthead-brand-block: [11, 6, 312, 52]
- text-begane: ਰਲ ਕੇ ਆਪਣਿਆਂ ਨੂੰ ਨੁਕਸਾਨ ਪਹੁੰਚਾਉਣ ਵਾਲਿਆਂ ਨੂੰ ਪਛਾਣਨ ਦੀ ਲੋੜ ਹੈ। ਉਨ੍ਹਾਂ ਕਿਹਾ ਕਿ ਏਕਤਾ ਹੀ ਸਭ ਤੋਂ ਵੱਡੀ ਤਾਕਤ ਹੈ ਅਤੇ ਆਪਸੀ ਫੁੱਟ ਨਾਲ ਕਿਸੇ ਦਾ ਵੀ ਭਲਾ ਨਹੀਂ ਹੁੰਦਾ।: [623, 450, 801, 474]
- subhead-akal-takht: ਸ੍ਰੀ ਅਕਾਲ ਤਖ਼ਤ...: [280, 426, 369, 441]
- pca-text-2: ਇਸ ਮੌਕੇ ਉਨ੍ਹਾਂ ਨੇ ਕਿਹਾ ਕਿ ਖੇਡਾਂ ਨੂੰ ਉਤਸ਼ਾਹਿਤ ਕਰਨ ਲਈ ਹਰ ਸੰਭਵ ਯਤਨ ਕੀਤੇ ਜਾਣਗੇ ਅਤੇ ਨੌਜਵਾਨ ਖਿਡਾਰੀਆਂ ਨੂੰ ਵਧੀਆ ਸਹੂਲਤਾਂ ਮੁਹੱਈਆ ਕਰਵਾਈਆਂ ਜਾਣਗੀਆਂ। ਇਸ ਮੌਕੇ ਕਈ ਪਤਵੰਤੇ ਸੱਜਣ ਹਾਜ਼ਰ ਸਨ।: [11, 325, 220, 349]
- right-headline-2: ਸੁਸਾਇਟੀਆਂ ਵਿੱਚ ਯੂਰੀਆ ਖਾਦ ਨਾ ਮਿਲਣ ਕਾਰਨ ਕਿਸਾਨ ਪ੍ਰੇਸ਼ਾਨ : ਜਸਪਾਲ ਨਿਆਮੀਆਂ: [1151, 122, 1501, 147]
- subhead-29-years: 29 ਸਾਲ ਪੁਰਾਣੇ...: [287, 532, 362, 546]
- photo-lead-3: [623, 113, 801, 241]
- photo-mcdonalds: [1151, 357, 1501, 481]
- photo-kisan: [11, 578, 220, 682]
- right-text-4: ਬਟਾਲਾ, 9 ਦਸੰਬਰ (ਨਵਜੋਤ ਸਿੰਘ) ਸਰਕਾਰੀ ਹਾਈ ਸਕੂਲ ਵਿਖੇ ਸਾਲਾਨਾ ਸਪੋਰਟਸ ਮੀਟ ਕਰਵਾਈ ਗਈ, ਜਿਸ ਵਿੱਚ ਵਿਦਿਆਰਥੀਆਂ ਨੇ ਵੱਖ-ਵੱਖ ਖੇਡ ਮੁਕਾਬਲਿਆਂ ਵਿੱਚ ਹਿੱਸਾ ਲਿਆ। ਜੇਤੂ ਵਿਦਿਆਰਥੀਆਂ ਨੂੰ ਇਨਾਮ ਦੇ ਕੇ ਸਨਮਾਨਿਤ ਕੀਤਾ ਗਿਆ। ਸਕੂਲ ਮੁਖੀ ਨੇ ਕਿਹਾ ਕਿ ਖੇਡਾਂ ਨਾਲ ਵਿਦਿਆਰਥੀਆਂ ਦਾ ਸਰਬਪੱਖੀ ਵਿਕਾਸ ਹੁੰਦਾ ਹੈ ਅਤੇ ਅਨੁਸ਼ਾਸਨ ਦੀ ਭਾਵਨਾ ਪੈਦਾ ਹੁੰਦੀ ਹੈ। ਇਸ ਮੌਕੇ ਮਾਪੇ ਵੀ ਵੱਡੀ ਗਿਣਤੀ ਵਿੱਚ ਹਾਜ਼ਰ ਸਨ।: [1151, 656, 1501, 681]
- clinic-headline: ਆਮ ਆਦਮੀ ਕਲੀਨਿਕਾਂ ਵਿੱਚ ਹੁਣ ਤੱਕ 246506 ਮਰੀਜ਼ਾਂ ਦਾ ਕਰਵਾਇਆ ਮੁਫ਼ਤ ਇਲਾਜ : ਸਿਵਲ ਸਰਜਨ ਡਾ ਰਵਿੰਦਰਜੀਤ ਕੌਰ: [11, 740, 220, 765]
